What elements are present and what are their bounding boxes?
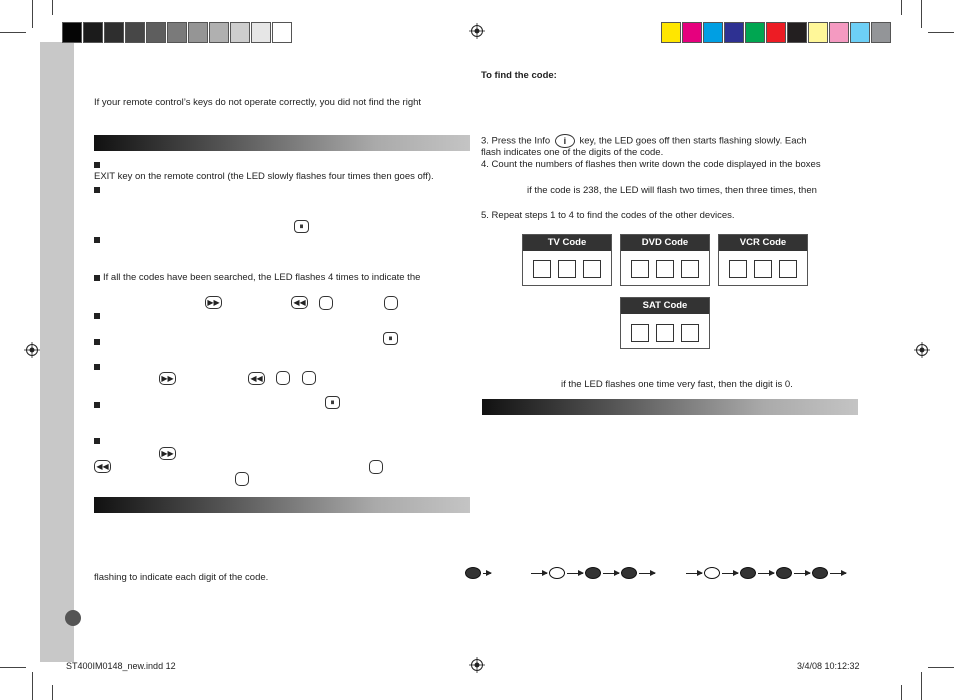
gray-swatch <box>83 22 103 43</box>
led-on-icon <box>621 567 637 579</box>
code-digit-box <box>631 324 649 342</box>
all-searched-text: If all the codes have been searched, the LED flashes 4 times to indicate the <box>103 272 421 283</box>
led-on-icon <box>585 567 601 579</box>
code-digit-box <box>656 260 674 278</box>
rewind-key-icon: ◀◀ <box>248 372 265 385</box>
example-text: if the code is 238, the LED will flash two times, then three times, then <box>527 185 817 196</box>
pause-key-icon: ⏸ <box>383 332 398 345</box>
arrow-right-icon <box>758 573 774 574</box>
gray-swatch <box>146 22 166 43</box>
crop-mark <box>52 0 53 15</box>
gray-swatch <box>104 22 124 43</box>
crop-mark <box>52 685 53 700</box>
pause-key-icon: ⏸ <box>294 220 309 233</box>
crop-mark <box>928 667 954 668</box>
code-digit-box <box>729 260 747 278</box>
bullet <box>94 237 100 243</box>
color-swatch <box>724 22 744 43</box>
code-digit-box <box>656 324 674 342</box>
color-swatch <box>703 22 723 43</box>
info-key-icon: i <box>555 134 575 148</box>
crop-mark <box>0 32 26 33</box>
crop-mark <box>901 0 902 15</box>
step3-continued: flash indicates one of the digits of the code. <box>481 147 664 158</box>
arrow-right-icon <box>639 573 655 574</box>
fast-forward-key-icon: ▶▶ <box>205 296 222 309</box>
gray-swatch <box>125 22 145 43</box>
step4-text: 4. Count the numbers of flashes then write down the code displayed in the boxes <box>481 159 821 170</box>
find-code-title: To find the code: <box>481 70 557 81</box>
crop-mark <box>921 672 922 700</box>
round-key-icon <box>319 296 333 310</box>
pause-key-icon: ⏸ <box>325 396 340 409</box>
round-key-icon <box>235 472 249 486</box>
arrow-right-icon <box>483 573 491 574</box>
color-swatch <box>787 22 807 43</box>
bullet <box>94 313 100 319</box>
code-digit-box <box>754 260 772 278</box>
led-on-icon <box>776 567 792 579</box>
gray-swatch <box>62 22 82 43</box>
gray-swatch <box>188 22 208 43</box>
step3-pre: 3. Press the Info <box>481 135 551 147</box>
tv-code-label: TV Code <box>523 235 611 251</box>
round-key-icon <box>276 371 290 385</box>
dvd-code-box <box>620 234 710 286</box>
tv-code-box <box>522 234 612 286</box>
arrow-right-icon <box>531 573 547 574</box>
crop-mark <box>921 0 922 28</box>
led-on-icon <box>740 567 756 579</box>
step3-text <box>481 134 807 148</box>
round-key-icon <box>369 460 383 474</box>
zero-digit-note: if the LED flashes one time very fast, then the digit is 0. <box>561 379 793 390</box>
bullet <box>94 275 100 281</box>
intro-text: If your remote control’s keys do not operate correctly, you did not find the right <box>94 97 422 108</box>
code-digit-box <box>583 260 601 278</box>
arrow-right-icon <box>830 573 846 574</box>
page-side-strip <box>40 42 74 662</box>
bullet <box>94 187 100 193</box>
bullet <box>94 339 100 345</box>
bullet <box>94 364 100 370</box>
gray-swatch <box>251 22 271 43</box>
section-header-bar <box>94 497 470 513</box>
arrow-right-icon <box>686 573 702 574</box>
rewind-key-icon: ◀◀ <box>291 296 308 309</box>
sat-code-box <box>620 297 710 349</box>
color-swatch <box>850 22 870 43</box>
sat-code-label: SAT Code <box>621 298 709 314</box>
vcr-code-box <box>718 234 808 286</box>
color-swatch <box>682 22 702 43</box>
arrow-right-icon <box>603 573 619 574</box>
round-key-icon <box>384 296 398 310</box>
rewind-key-icon: ◀◀ <box>94 460 111 473</box>
fast-forward-key-icon: ▶▶ <box>159 447 176 460</box>
code-digit-box <box>631 260 649 278</box>
color-swatch <box>745 22 765 43</box>
footer-file-name: ST400IM0148_new.indd 12 <box>66 661 176 671</box>
dvd-code-label: DVD Code <box>621 235 709 251</box>
code-digit-box <box>681 324 699 342</box>
step3-post: key, the LED goes off then starts flashing slowly. Each <box>579 135 807 147</box>
code-digit-box <box>681 260 699 278</box>
arrow-right-icon <box>722 573 738 574</box>
led-off-icon <box>704 567 720 579</box>
color-swatch <box>766 22 786 43</box>
crop-mark <box>0 667 26 668</box>
code-digit-box <box>779 260 797 278</box>
footer-timestamp: 3/4/08 10:12:32 <box>797 661 860 671</box>
round-key-icon <box>302 371 316 385</box>
arrow-right-icon <box>794 573 810 574</box>
crop-mark <box>901 685 902 700</box>
color-swatch <box>808 22 828 43</box>
section-header-bar <box>94 135 470 151</box>
digit-flash-text: flashing to indicate each digit of the code. <box>94 572 269 583</box>
code-digit-box <box>558 260 576 278</box>
registration-mark-icon <box>469 657 485 673</box>
bullet <box>94 162 100 168</box>
registration-mark-icon <box>914 342 930 358</box>
crop-mark <box>32 672 33 700</box>
led-off-icon <box>549 567 565 579</box>
color-swatch <box>871 22 891 43</box>
gray-swatch <box>272 22 292 43</box>
crop-mark <box>32 0 33 28</box>
vcr-code-label: VCR Code <box>719 235 807 251</box>
crop-mark <box>928 32 954 33</box>
arrow-right-icon <box>567 573 583 574</box>
page-corner-dot <box>65 610 81 626</box>
step5-text: 5. Repeat steps 1 to 4 to find the codes of the other devices. <box>481 210 735 221</box>
led-on-icon <box>465 567 481 579</box>
step-exit-text: EXIT key on the remote control (the LED slowly flashes four times then goes off). <box>94 171 434 182</box>
gray-swatch <box>230 22 250 43</box>
code-digit-box <box>533 260 551 278</box>
color-swatch <box>829 22 849 43</box>
led-on-icon <box>812 567 828 579</box>
registration-mark-icon <box>469 23 485 39</box>
registration-mark-icon <box>24 342 40 358</box>
gray-swatch <box>209 22 229 43</box>
color-swatch <box>661 22 681 43</box>
bullet <box>94 402 100 408</box>
section-header-bar <box>482 399 858 415</box>
fast-forward-key-icon: ▶▶ <box>159 372 176 385</box>
bullet <box>94 438 100 444</box>
gray-swatch <box>167 22 187 43</box>
